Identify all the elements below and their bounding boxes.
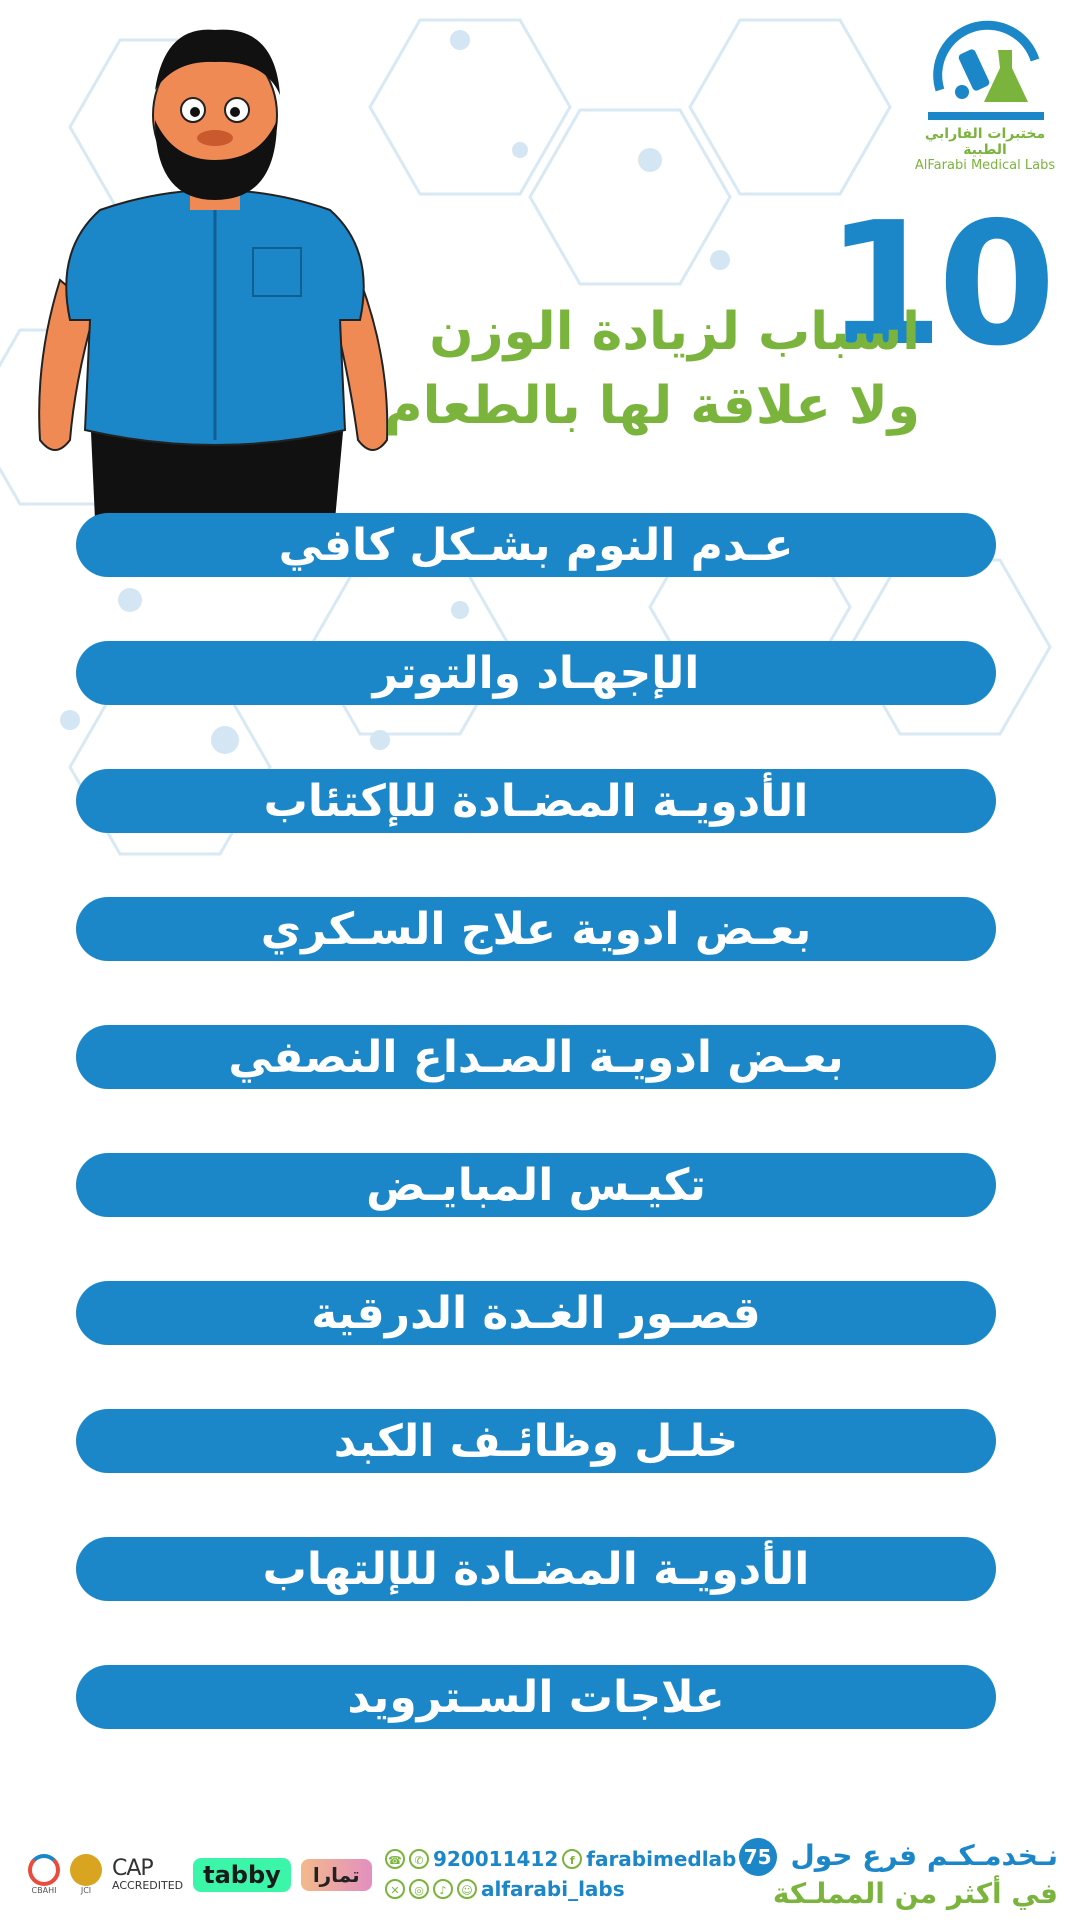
jci-badge <box>70 1854 102 1895</box>
phone-icon: ☎ <box>385 1849 405 1869</box>
reason-pill-9: الأدويـة المضـادة للإلتهاب <box>76 1537 996 1601</box>
reason-pill-4: بعـض ادوية علاج السـكري <box>76 897 996 961</box>
reason-pill-6: تكيـس المبايـض <box>76 1153 996 1217</box>
cbahi-icon <box>28 1854 60 1886</box>
serve-line2-a: في أكثر من <box>894 1877 1058 1910</box>
man-character-illustration <box>15 20 435 520</box>
serve-line2-b: المملـكة <box>772 1877 885 1910</box>
brand-name-arabic: مختبرات الفارابي الطبية <box>924 126 1046 158</box>
headline-line-1: اسباب لزيادة الوزن <box>429 302 920 362</box>
tiktok-icon: ♪ <box>433 1879 453 1899</box>
cap-accredited-badge <box>112 1858 183 1891</box>
phone-number[interactable]: 920011412 <box>433 1847 559 1871</box>
brand-logo <box>910 20 1060 173</box>
reason-pill-1: عـدم النوم بشـكل كافي <box>76 513 996 577</box>
lab-flask-logo-icon <box>920 20 1050 130</box>
headline-line-2: ولا علاقة لها بالطعام <box>384 376 920 436</box>
handle-facebook[interactable]: farabimedlab <box>586 1847 737 1871</box>
handle-social[interactable]: alfarabi_labs <box>481 1877 625 1901</box>
cbahi-badge <box>28 1854 60 1895</box>
footer <box>0 1820 1080 1920</box>
reason-pill-3: الأدويـة المضـادة للإكتئاب <box>76 769 996 833</box>
facebook-icon: f <box>562 1849 582 1869</box>
x-icon: ✕ <box>385 1879 405 1899</box>
cbahi-label: CBAHI <box>31 1886 57 1895</box>
serve-line1-a: نـخدمـكـم <box>926 1839 1058 1872</box>
reason-pill-7: قصـور الغـدة الدرقية <box>76 1281 996 1345</box>
whatsapp-icon: ✆ <box>409 1849 429 1869</box>
jci-label: JCI <box>80 1886 92 1895</box>
reason-pill-2: الإجهـاد والتوتر <box>76 641 996 705</box>
brand-name-english: AlFarabi Medical Labs <box>914 158 1056 173</box>
reasons-list <box>76 513 996 1793</box>
tabby-badge: tabby <box>193 1858 291 1892</box>
location-pin-icon: 75 <box>739 1838 777 1876</box>
heading-number: 10 <box>825 186 1050 384</box>
serve-line1-b: فرع حول <box>790 1839 918 1872</box>
cap-label: CAP <box>112 1856 153 1881</box>
headline <box>384 295 920 443</box>
reason-pill-5: بعـض ادويـة الصـداع النصفي <box>76 1025 996 1089</box>
cap-sub-label: ACCREDITED <box>112 1879 184 1892</box>
jci-icon <box>70 1854 102 1886</box>
tamara-badge: تمارا <box>301 1859 372 1891</box>
snapchat-icon: ☺ <box>457 1879 477 1899</box>
instagram-icon: ◎ <box>409 1879 429 1899</box>
contact-info <box>385 1844 736 1904</box>
reason-pill-8: خلـل وظائـف الكبد <box>76 1409 996 1473</box>
branches-tagline <box>735 1838 1058 1912</box>
reason-pill-10: علاجات السـترويد <box>76 1665 996 1729</box>
accreditation-badges <box>28 1854 372 1895</box>
